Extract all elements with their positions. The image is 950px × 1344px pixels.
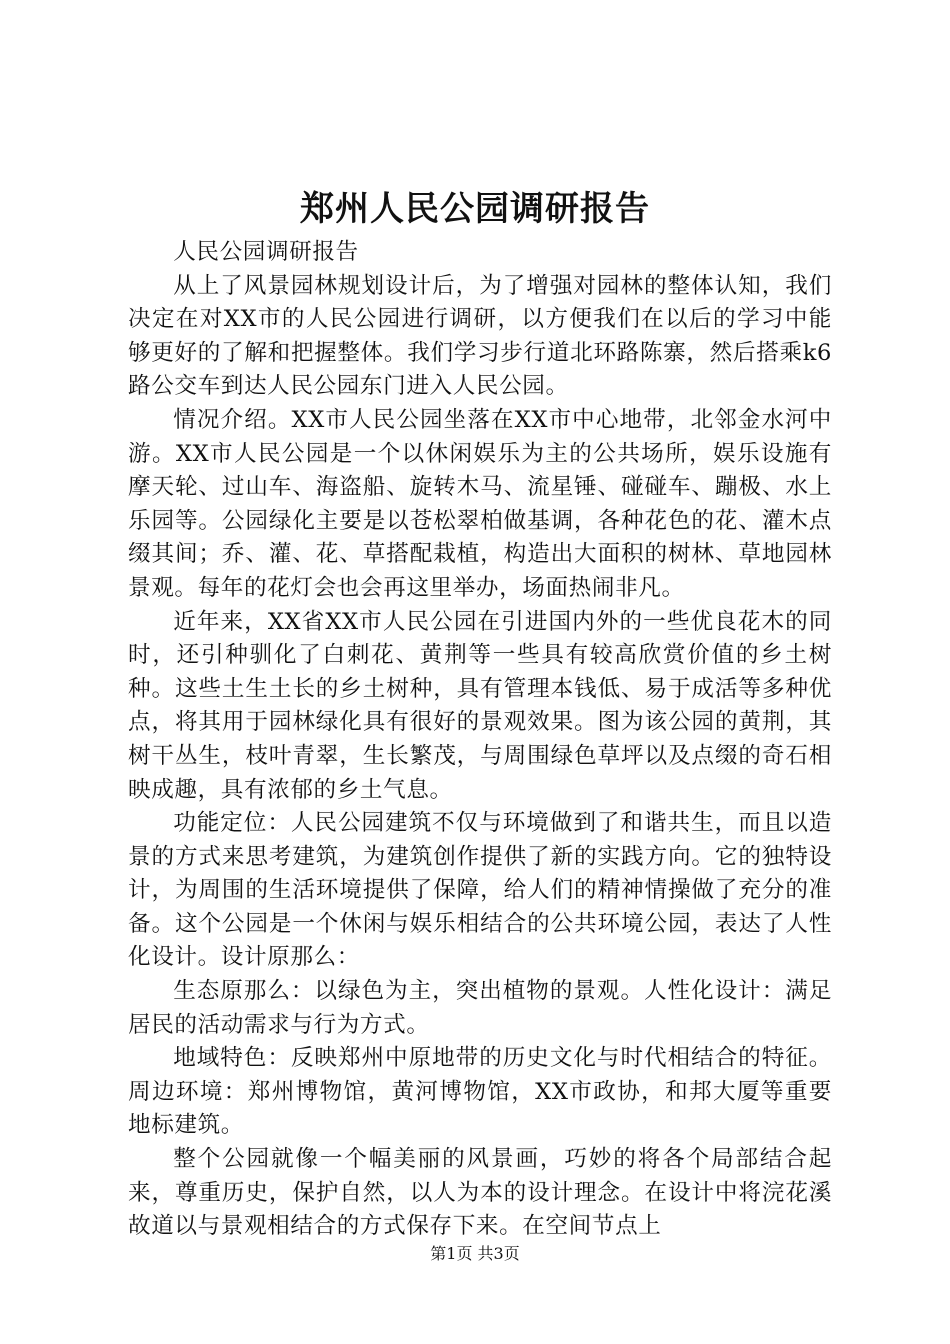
paragraph-function: 功能定位：人民公园建筑不仅与环境做到了和谐共生，而且以造景的方式来思考建筑，为建筑创作提供了新的实践方向。它的独特设计，为周围的生活环境提供了保障，给人们的精神情操做了充分的准备。这个公园是一个休闲与娱乐相结合的公共环境公园，表达了人性化设计。设计原那么： [128,810,832,971]
paragraph-region: 地域特色：反映郑州中原地带的历史文化与时代相结合的特征。周边环境：郑州博物馆，黄河博物馆，XX市政协，和邦大厦等重要地标建筑。 [128,1045,832,1139]
paragraph-intro: 从上了风景园林规划设计后，为了增强对园林的整体认知，我们决定在对XX市的人民公园进行调研，以方便我们在以后的学习中能够更好的了解和把握整体。我们学习步行道北环路陈寨，然后搭乘k6路公交车到达人民公园东门进入人民公园。 [128,272,832,400]
document-body [128,236,832,1244]
paragraph-situation: 情况介绍。XX市人民公园坐落在XX市中心地带，北邻金水河中游。XX市人民公园是一个以休闲娱乐为主的公共场所，娱乐设施有摩天轮、过山车、海盗船、旋转木马、流星锤、碰碰车、蹦极、水上乐园等。公园绿化主要是以苍松翠柏做基调，各种花色的花、灌木点缀其间；乔、灌、花、草搭配栽植，构造出大面积的树林、草地园林景观。每年的花灯会也会再这里举办，场面热闹非凡。 [128,406,832,601]
paragraph-subtitle: 人民公园调研报告 [173,239,359,265]
page-number-footer: 第1页 共3页 [430,1244,520,1263]
paragraph-ecology: 生态原那么：以绿色为主，突出植物的景观。人性化设计：满足居民的活动需求与行为方式。 [128,978,832,1038]
paragraph-recent-years: 近年来，XX省XX市人民公园在引进国内外的一些优良花木的同时，还引种驯化了白刺花、黄荆等一些具有较高欣赏价值的乡土树种。这些土生土长的乡土树种，具有管理本钱低、易于成活等多种优点，将其用于园林绿化具有很好的景观效果。图为该公园的黄荆，其树干丛生，枝叶青翠，生长繁茂，与周围绿色草坪以及点缀的奇石相映成趣，具有浓郁的乡土气息。 [128,608,832,803]
paragraph-overall: 整个公园就像一个幅美丽的风景画，巧妙的将各个局部结合起来，尊重历史，保护自然，以人为本的设计理念。在设计中将浣花溪故道以与景观相结合的方式保存下来。在空间节点上 [128,1146,832,1240]
document-title: 郑州人民公园调研报告 [300,189,650,229]
